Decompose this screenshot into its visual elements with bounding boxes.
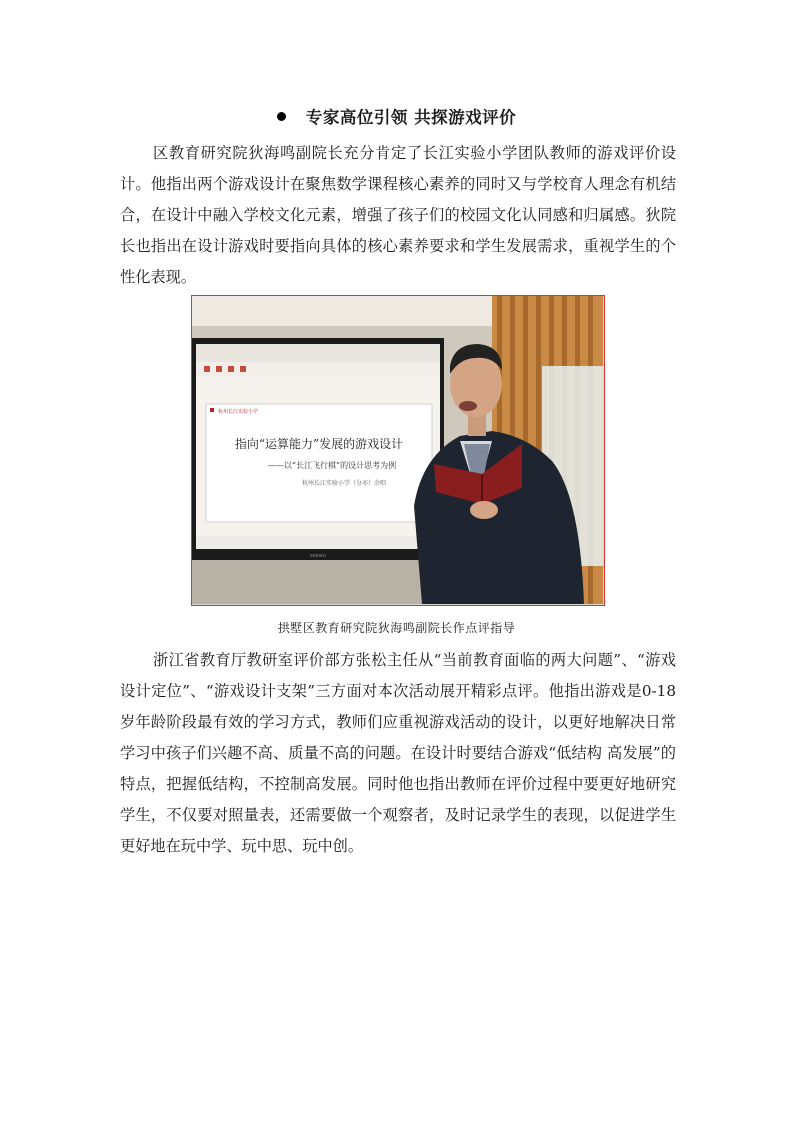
slide-school: 杭州长江实验小学 <box>218 409 259 415</box>
section-heading <box>0 104 793 128</box>
photo-caption: 拱墅区教育研究院狄海鸣副院长作点评指导 <box>277 621 516 635</box>
monitor-brand: seewo <box>310 553 326 559</box>
bullet-icon <box>277 112 286 121</box>
slide-title: 指向“运算能力”发展的游戏设计 <box>234 437 404 451</box>
slide-subtitle: ——以“长江飞行棋”的设计思考为例 <box>267 461 397 470</box>
paragraph-2: 浙江省教育厅教研室评价部方张松主任从“当前教育面临的两大问题”、“游戏设计定位”、“游戏设计支架”三方面对本次活动展开精彩点评。他指出游戏是0-18岁年龄阶段最有效的学习方式，教师们应重视游戏活动的设计，以更好地解决日常学习中孩子们兴趣不高、质量不高的问题。在设计时要结合游戏“低结构 高发展”的特点，把握低结构，不控制高发展。同时他也指出教师在评价过程中要更好地研究学生，不仅要对照量表，还需要做一个观察者，及时记录学生的表现，以促进学生更好地在玩中学、玩中思、玩中创。 <box>120 651 676 855</box>
paragraph-1: 区教育研究院狄海鸣副院长充分肯定了长江实验小学团队教师的游戏评价设计。他指出两个游戏设计在聚焦数学课程核心素养的同时又与学校育人理念有机结合，在设计中融入学校文化元素，增强了孩子们的校园文化认同感和归属感。狄院长也指出在设计游戏时要指向具体的核心素养要求和学生发展需求，重视学生的个性化表现。 <box>120 144 676 286</box>
event-photo <box>191 295 605 606</box>
slide-author: 杭州长江实验小学（分亦）余唱 <box>301 480 387 487</box>
heading-text: 专家高位引领 共探游戏评价 <box>305 108 517 127</box>
